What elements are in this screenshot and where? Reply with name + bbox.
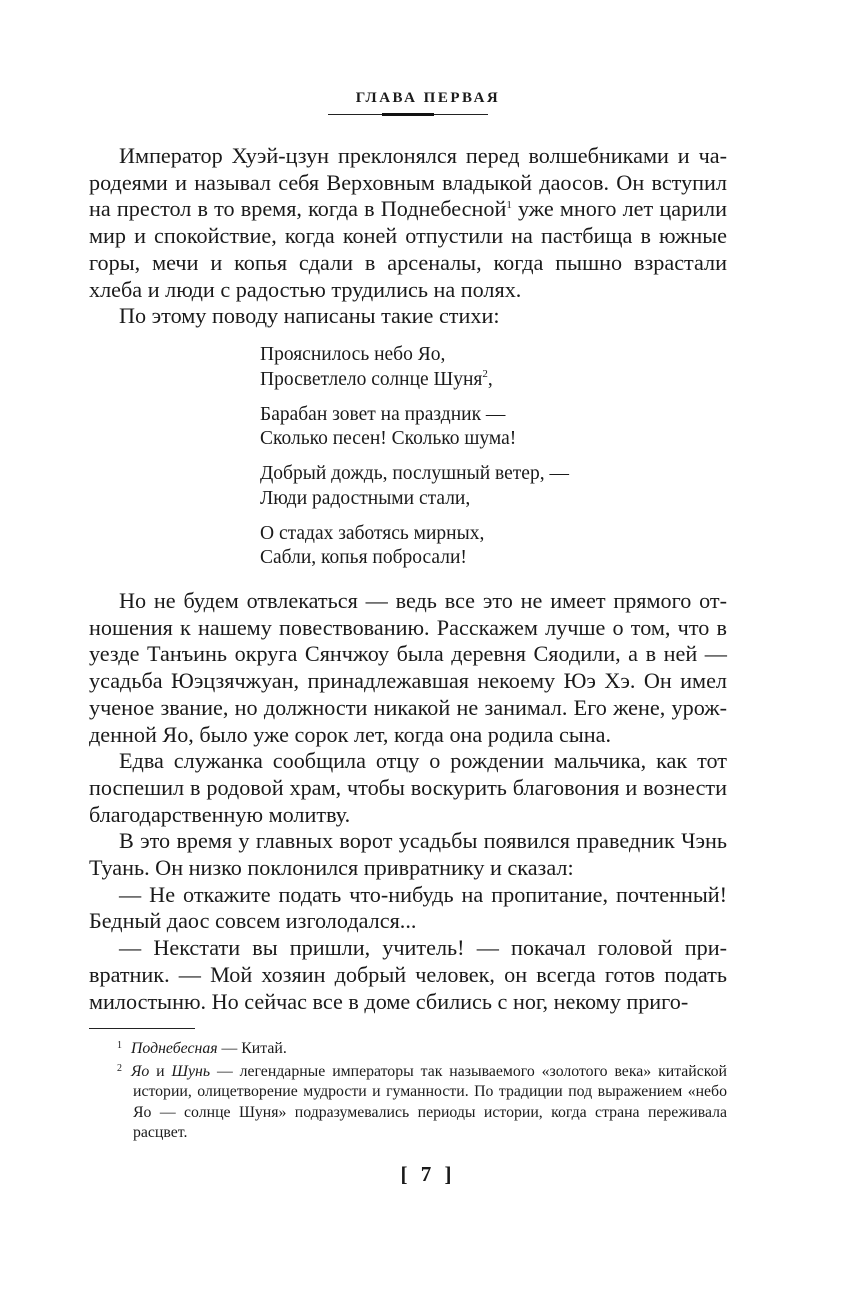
poem-stanza: [260, 522, 569, 571]
poem-line: [260, 368, 569, 393]
dialogue-line: — Некстати вы пришли, учитель! — покачал головой привратник. — Мой хозяин добрый человек, он всегда готов подать милостыню. Но сейчас все в доме сбились с ног, некому приго-: [89, 935, 727, 1014]
paragraph-text: Император Хуэй-цзун преклонялся перед волшебниками и чародеями и называл себя Верховным владыкой даосов. Он вступил на престол в то время, когда в Поднебесной: [89, 143, 727, 222]
poem-line: Сабли, копья побросали!: [260, 547, 467, 568]
poem-line: О стадах заботясь мирных,: [260, 522, 485, 544]
footnotes: [89, 1039, 727, 1146]
footnote-text: и: [149, 1062, 172, 1080]
footnote-separator: [89, 1028, 195, 1029]
paragraph: В это время у главных ворот усадьбы появился праведник Чэнь Туань. Он низко поклонился привратнику и сказал:: [89, 828, 727, 881]
paragraph: Едва служанка сообщила отцу о рождении мальчика, как тот поспешил в родовой храм, чтобы воскурить благовония и вознести благодарственную молитву.: [89, 748, 727, 827]
paragraph: [89, 143, 727, 303]
poem-line-punct: ,: [487, 368, 493, 390]
paragraph: Но не будем отвлекаться — ведь все это не имеет прямого отношения к нашему повествованию. Расскажем лучше о том, что в уезде Танъинь округа Сянчжоу была деревня Сяодили, а в ней — усадьба Юэцзячжуан, принадлежавшая некоему Юэ Хэ. Он имел ученое звание, но должности никакой не занимал. Его жене, урожденной Яо, было уже сорок лет, когда она родила сына.: [89, 588, 727, 747]
poem-line: Барабан зовет на праздник —: [260, 403, 506, 425]
footnote-text: — Китай.: [217, 1040, 287, 1057]
prose-after-poem: [89, 588, 727, 1015]
poem-stanza: [260, 462, 569, 511]
poem: [260, 343, 569, 581]
poem-line: Добрый дождь, послушный ветер, —: [260, 463, 569, 484]
footnote-ref: 2: [482, 367, 488, 380]
page-number: [ 7 ]: [400, 1162, 456, 1186]
footnote: 2 Яо и Шунь — легендарные императоры так называемого «золотого века» китайской истории, олицетворение мудрости и гуманности. По традиции под выражением «небо Яо — солнце Шуня» подразумевались периоды истории, когда страна переживала расцвет.: [117, 1062, 727, 1141]
poem-line-text: Просветлело солнце Шуня: [260, 368, 483, 390]
poem-line: Прояснилось небо Яо,: [260, 344, 446, 365]
footnote: 1 Поднебесная — Китай.: [117, 1040, 287, 1057]
paragraph: По этому поводу написаны такие стихи:: [119, 303, 500, 329]
poem-stanza: [260, 343, 569, 392]
chapter-title-rule-accent: [382, 113, 434, 116]
chapter-title: ГЛАВА ПЕРВАЯ: [355, 90, 501, 106]
poem-line: Люди радостными стали,: [260, 487, 471, 509]
paragraph-text: уже много лет царили мир и спокойствие, когда коней отпустили на пастбища в южные горы, мечи и копья сдали в арсеналы, когда пышно взрастали хлеба и люди с радостью трудились на полях.: [89, 196, 728, 302]
footnote-ref: 1: [506, 199, 512, 212]
poem-stanza: [260, 403, 569, 452]
poem-line: Сколько песен! Сколько шума!: [260, 428, 517, 449]
footnote-term: Шунь: [171, 1062, 211, 1080]
footnote-term: Поднебесная: [131, 1040, 218, 1057]
footnote-text: — легендарные императоры так называемого «золотого века» китайской истории, олицетворение мудрости и гуманности. По традиции под выражением «небо Яо — солнце Шуня» подразумевались периоды истории, когда страна переживала расцвет.: [133, 1062, 727, 1141]
footnote-term: Яо: [131, 1062, 150, 1080]
prose-before-poem: [89, 143, 727, 330]
dialogue-line: — Не откажите подать что-нибудь на пропитание, почтенный! Бедный даос совсем изголодался...: [89, 881, 727, 934]
